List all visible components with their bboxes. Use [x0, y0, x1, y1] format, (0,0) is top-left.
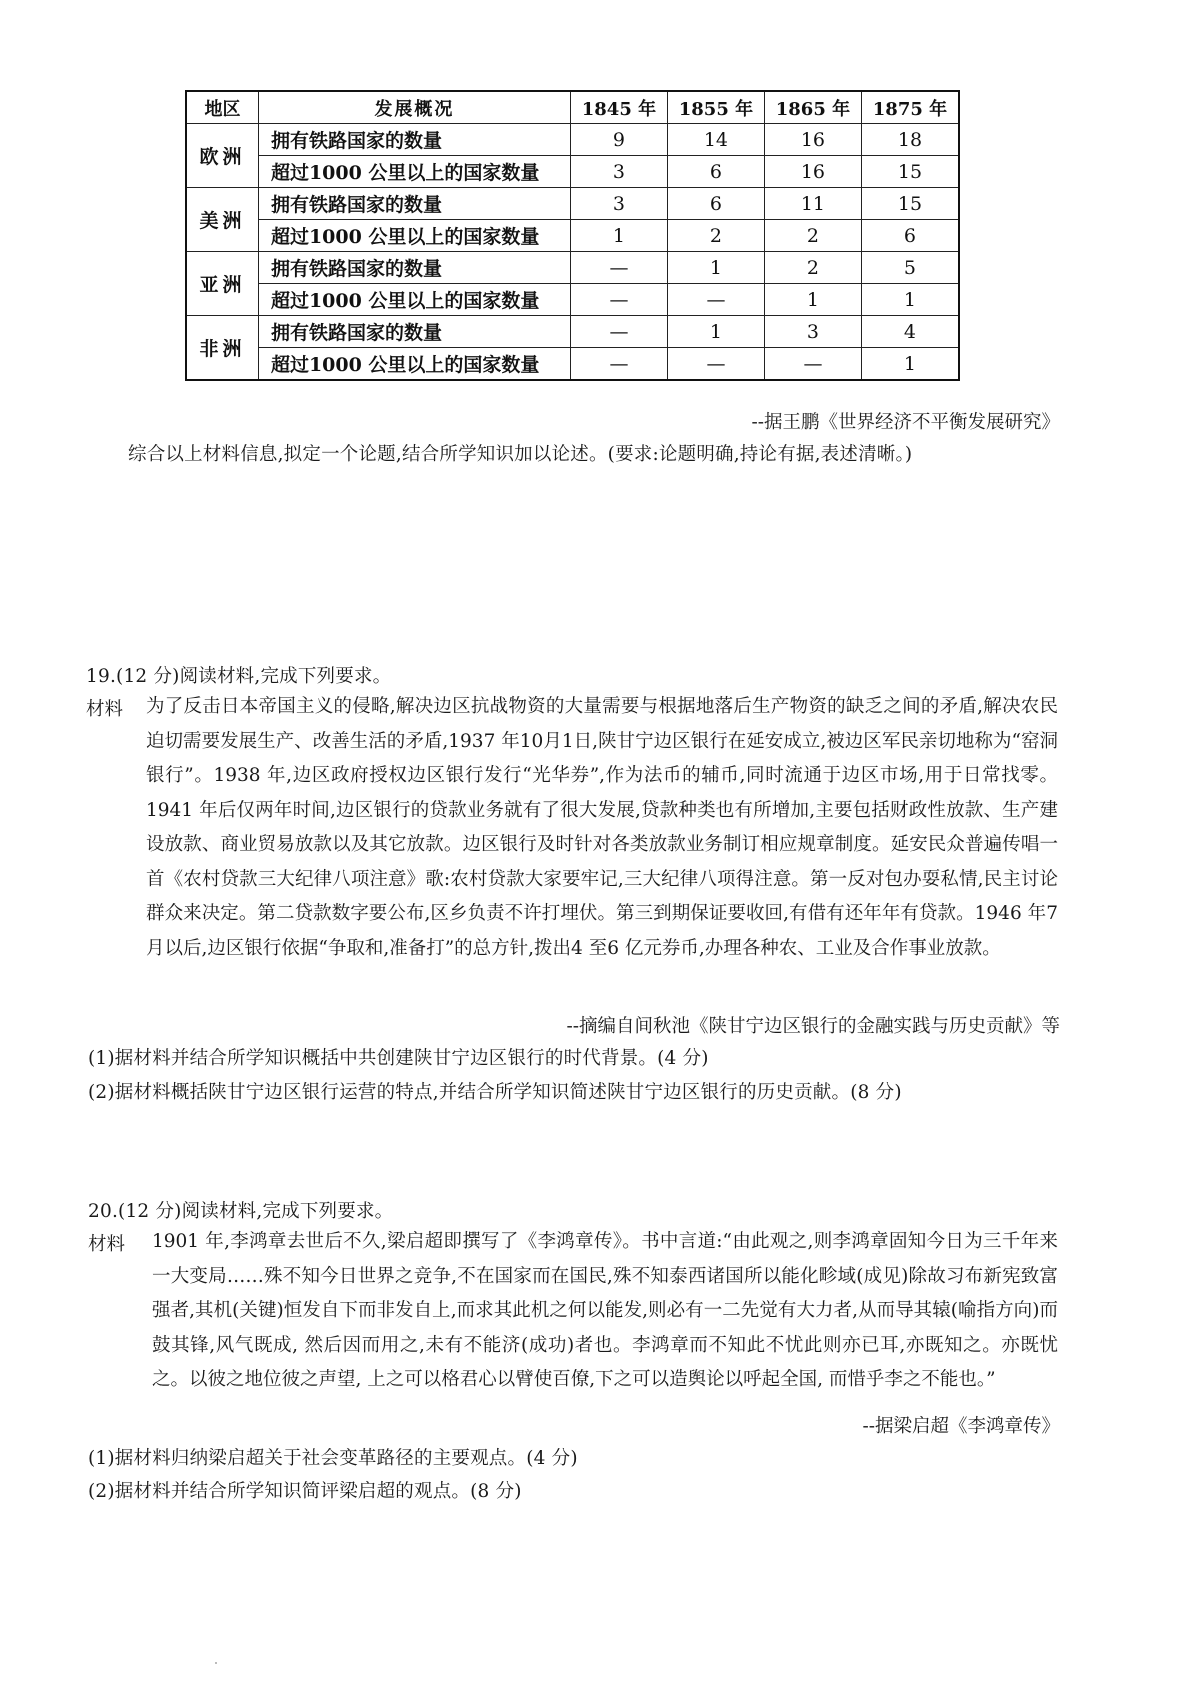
value-cell: 1: [861, 348, 959, 381]
q20-subquestion-1: (1)据材料归纳梁启超关于社会变革路径的主要观点。(4 分): [88, 1448, 578, 1469]
value-cell: 5: [861, 252, 959, 284]
value-cell: 1: [764, 284, 861, 316]
q19-material-text: 为了反击日本帝国主义的侵略,解决边区抗战物资的大量需要与根据地落后生产物资的缺乏之间的矛盾,解决农民迫切需要发展生产、改善生活的矛盾,1937 年10月1日,陕甘宁边区银行在延安成立,被边区军民亲切地称为“窑洞银行”。1938 年,边区政府授权边区银行发行“光华券”,作为法币的辅币,同时流通于边区市场,用于日常找零。1941 年后仅两年时间,边区银行的贷款业务就有了很大发展,贷款种类也有所增加,主要包括财政性放款、生产建设放款、商业贸易放款以及其它放款。边区银行及时针对各类放款业务制订相应规章制度。延安民众普遍传唱一首《农村贷款三大纪律八项注意》歌:农村贷款大家要牢记,三大纪律八项得注意。第一反对包办耍私情,民主讨论群众来决定。第二贷款数字要公布,区乡负责不许打埋伏。第三到期保证要收回,有借有还年年有贷款。1946 年7月以后,边区银行依据“争取和,准备打”的总方针,拨出4 至6 亿元券币,办理各种农、工业及合作事业放款。: [146, 696, 1058, 959]
value-cell: 4: [861, 316, 959, 348]
q19-subquestion-1: (1)据材料并结合所学知识概括中共创建陕甘宁边区银行的时代背景。(4 分): [88, 1048, 709, 1069]
value-cell: 1: [667, 252, 764, 284]
scan-speck: [215, 1662, 217, 1664]
item-cell: 超过1000 公里以上的国家数量: [258, 348, 570, 381]
q19-material-label: 材料: [86, 699, 124, 720]
q20-subquestion-2: (2)据材料并结合所学知识简评梁启超的观点。(8 分): [88, 1481, 522, 1502]
header-year-1865: 1865 年: [764, 91, 861, 124]
value-cell: 16: [764, 124, 861, 156]
item-cell: 拥有铁路国家的数量: [258, 316, 570, 348]
value-cell: —: [570, 284, 667, 316]
table-row: [186, 284, 959, 316]
q20-source-citation: --据梁启超《李鸿章传》: [862, 1416, 1060, 1437]
table-row: [186, 316, 959, 348]
table-row: [186, 348, 959, 381]
region-cell: 美洲: [186, 188, 258, 252]
item-cell: 超过1000 公里以上的国家数量: [258, 220, 570, 252]
table-row: [186, 252, 959, 284]
header-year-1855: 1855 年: [667, 91, 764, 124]
table-row: [186, 220, 959, 252]
table-source-citation: --据王鹏《世界经济不平衡发展研究》: [751, 412, 1060, 433]
value-cell: 2: [764, 220, 861, 252]
value-cell: 1: [667, 316, 764, 348]
value-cell: 1: [570, 220, 667, 252]
table-header-row: [186, 91, 959, 124]
value-cell: —: [764, 348, 861, 381]
essay-task-instruction: 综合以上材料信息,拟定一个论题,结合所学知识加以论述。(要求:论题明确,持论有据,表述清晰。): [128, 444, 913, 465]
header-year-1875: 1875 年: [861, 91, 959, 124]
q20-material-label: 材料: [88, 1234, 126, 1255]
item-cell: 拥有铁路国家的数量: [258, 124, 570, 156]
value-cell: 1: [861, 284, 959, 316]
value-cell: 9: [570, 124, 667, 156]
table-row: [186, 156, 959, 188]
value-cell: —: [570, 316, 667, 348]
region-cell: 欧洲: [186, 124, 258, 188]
value-cell: 14: [667, 124, 764, 156]
value-cell: 15: [861, 156, 959, 188]
item-cell: 拥有铁路国家的数量: [258, 188, 570, 220]
value-cell: 6: [667, 188, 764, 220]
value-cell: 2: [764, 252, 861, 284]
q20-title: 20.(12 分)阅读材料,完成下列要求。: [88, 1201, 394, 1222]
value-cell: 6: [861, 220, 959, 252]
header-region: 地区: [186, 91, 258, 124]
q19-source-citation: --摘编自间秋池《陕甘宁边区银行的金融实践与历史贡献》等: [566, 1016, 1060, 1037]
q20-material-text: 1901 年,李鸿章去世后不久,梁启超即撰写了《李鸿章传》。书中言道:“由此观之,则李鸿章固知今日为三千年来一大变局……殊不知今日世界之竞争,不在国家而在国民,殊不知泰西诸国所以能化畛域(成见)除故习布新宪致富强者,其机(关键)恒发自下而非发自上,而求其此机之何以能发,则必有一二先觉有大力者,从而导其辕(喻指方向)而鼓其锋,风气既成, 然后因而用之,未有不能济(成功)者也。李鸿章而不知此不忧此则亦已耳,亦既知之。亦既忧之。以彼之地位彼之声望, 上之可以格君心以臂使百僚,下之可以造舆论以呼起全国, 而惜乎李之不能也。”: [152, 1231, 1058, 1390]
value-cell: 15: [861, 188, 959, 220]
value-cell: 3: [764, 316, 861, 348]
railway-data-table: [185, 90, 960, 381]
table-row: [186, 188, 959, 220]
q19-subquestion-2: (2)据材料概括陕甘宁边区银行运营的特点,并结合所学知识简述陕甘宁边区银行的历史贡献。(8 分): [88, 1082, 902, 1103]
value-cell: 6: [667, 156, 764, 188]
region-cell: 亚洲: [186, 252, 258, 316]
header-overview: 发展概况: [258, 91, 570, 124]
value-cell: 2: [667, 220, 764, 252]
item-cell: 超过1000 公里以上的国家数量: [258, 284, 570, 316]
value-cell: —: [667, 348, 764, 381]
value-cell: 18: [861, 124, 959, 156]
header-year-1845: 1845 年: [570, 91, 667, 124]
region-cell: 非洲: [186, 316, 258, 381]
value-cell: —: [667, 284, 764, 316]
value-cell: —: [570, 252, 667, 284]
item-cell: 超过1000 公里以上的国家数量: [258, 156, 570, 188]
value-cell: 16: [764, 156, 861, 188]
item-cell: 拥有铁路国家的数量: [258, 252, 570, 284]
value-cell: 3: [570, 188, 667, 220]
value-cell: 3: [570, 156, 667, 188]
value-cell: 11: [764, 188, 861, 220]
table-row: [186, 124, 959, 156]
q19-title: 19.(12 分)阅读材料,完成下列要求。: [86, 666, 392, 687]
value-cell: —: [570, 348, 667, 381]
